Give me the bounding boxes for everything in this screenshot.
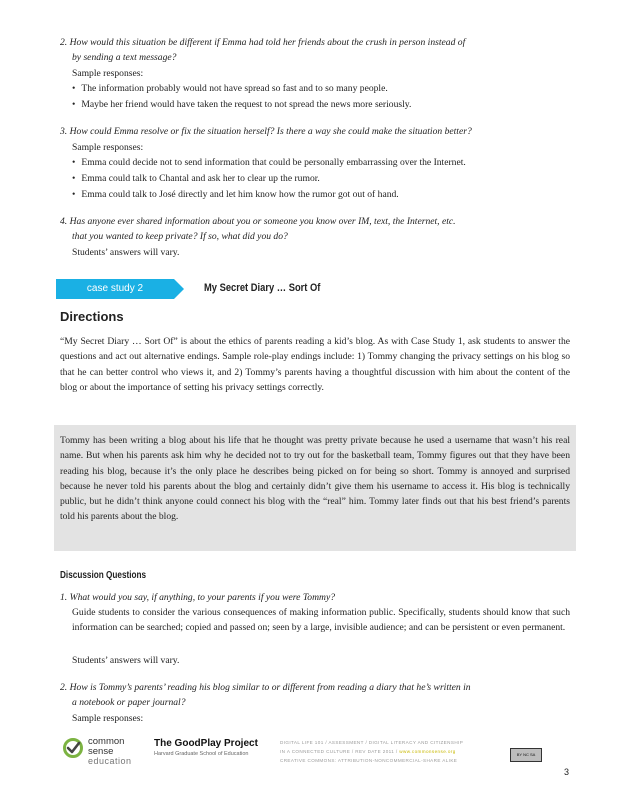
logo-word-common: common: [88, 736, 125, 747]
question-3: 3. How could Emma resolve or fix the situation herself? Is there a way she could make the situation better?: [60, 126, 472, 137]
question-4: 4. Has anyone ever shared information about you or someone you know over IM, text, the Internet, etc.: [60, 216, 456, 227]
goodplay-subtitle: Harvard Graduate School of Education: [154, 751, 249, 757]
list-item: • The information probably would not have spread so fast and to so many people.: [72, 81, 388, 97]
question-2: 2. How would this situation be different if Emma had told her friends about the crush in person instead of: [60, 37, 466, 48]
sample-label: Sample responses:: [72, 713, 144, 724]
footer-meta-line2: [280, 747, 456, 756]
answer-note: Students’ answers will vary.: [72, 247, 180, 258]
check-circle-icon: [62, 737, 84, 759]
goodplay-title: The GoodPlay Project: [154, 738, 258, 749]
page-number: 3: [564, 767, 570, 777]
story-text: Tommy has been writing a blog about his life that he thought was pretty private because he used a username that wasn’t his real name. But when his parents ask him why he decided not to try out for the basketball team, Tommy figures out that they have been reading his blog, because it’s the only place he describes being picked on for being so short. Tommy is annoyed and surprised because he never told his parents about the blog and certainly didn’t give them his username to access it. His blog is technically public, but he didn’t think anyone could connect his blog with the “real” him. Tommy later finds out that his best friend’s parents told his parents about the blog.: [60, 435, 570, 523]
question-2-cont: by sending a text message?: [72, 52, 177, 63]
footer-meta-text: IN A CONNECTED CULTURE / REV DATE 2011 /: [280, 749, 398, 754]
case-study-tab: case study 2: [56, 279, 174, 299]
answer-note: Students’ answers will vary.: [72, 655, 180, 666]
footer-meta-line3: CREATIVE COMMONS: ATTRIBUTION-NONCOMMERCIAL-SHARE ALIKE: [280, 758, 458, 763]
discussion-question-1: 1. What would you say, if anything, to your parents if you were Tommy?: [60, 592, 336, 603]
list-item: • Maybe her friend would have taken the request to not spread the news more seriously.: [72, 97, 411, 113]
logo-word-sense: sense: [88, 746, 114, 757]
discussion-question-2-cont: a notebook or paper journal?: [72, 697, 186, 708]
directions-text: “My Secret Diary … Sort Of” is about the ethics of parents reading a kid’s blog. As with Case Study 1, ask students to answer the questions and act out alternative endings. Sample role-play endings include: 1) Tommy changing the privacy settings on his blog so that he can better control who views it, and 2) Tommy’s parents having a thoughtful discussion with him about the content of the blog or about the importance of setting his privacy settings correctly.: [60, 336, 570, 393]
discussion-heading: Discussion Questions: [60, 570, 147, 581]
common-sense-logo: [62, 737, 144, 769]
footer-url-link[interactable]: www.commonsense.org: [399, 749, 456, 754]
case-study-title: My Secret Diary … Sort Of: [204, 282, 321, 294]
question-4-cont: that you wanted to keep private? If so, what did you do?: [72, 231, 288, 242]
sample-label: Sample responses:: [72, 68, 144, 79]
discussion-guidance: Guide students to consider the various consequences of making information public. Specifically, students should know that such information can be searched; copied and passed on; seen by a large, invisible audience; and can be persistent or even permanent.: [72, 607, 570, 634]
cc-license-badge: BY NC SA: [510, 748, 542, 762]
logo-word-education: education: [88, 756, 132, 766]
footer-meta-line1: DIGITAL LIFE 101 / ASSESSMENT / DIGITAL LITERACY AND CITIZENSHIP: [280, 740, 464, 745]
directions-heading: Directions: [60, 309, 124, 324]
list-item: • Emma could talk to Chantal and ask her to clear up the rumor.: [72, 171, 320, 187]
sample-label: Sample responses:: [72, 142, 144, 153]
list-item: • Emma could talk to José directly and let him know how the rumor got out of hand.: [72, 187, 399, 203]
discussion-question-2: 2. How is Tommy’s parents’ reading his blog similar to or different from reading a diary that he’s written in: [60, 682, 471, 693]
case-study-tab-arrow: [174, 279, 184, 299]
list-item: • Emma could decide not to send information that could be personally embarrassing over the Internet.: [72, 155, 466, 171]
